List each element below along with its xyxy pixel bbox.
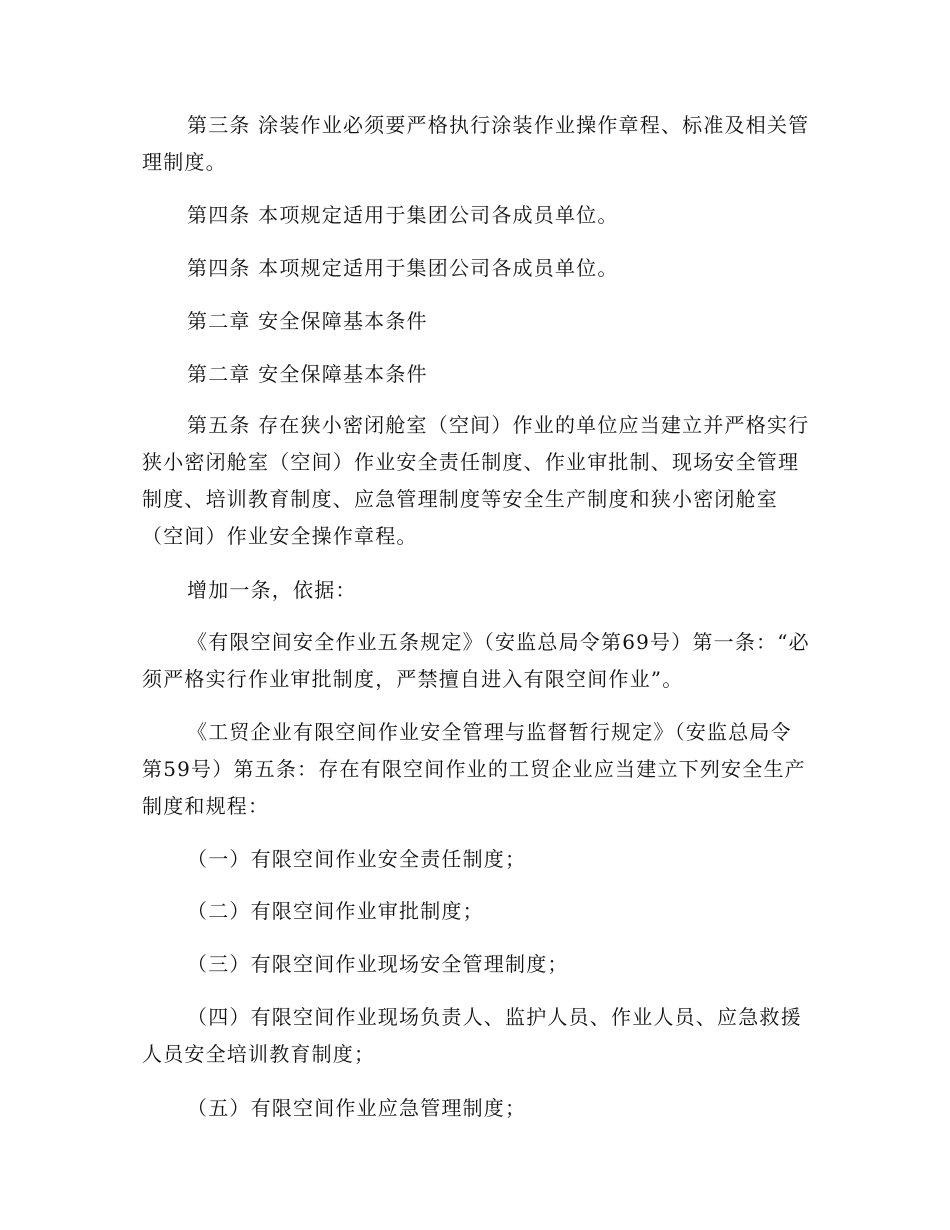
list-item-5: （五）有限空间作业应急管理制度； [187, 1096, 527, 1120]
chapter-2-heading: 第二章 安全保障基本条件 [187, 309, 428, 333]
article-4-duplicate-paragraph: 第四条 本项规定适用于集团公司各成员单位。 [187, 256, 619, 280]
article-3-paragraph: 第三条 涂装作业必须要严格执行涂装作业操作章程、标准及相关管理制度。 [142, 113, 810, 174]
list-item-2: （二）有限空间作业审批制度； [187, 899, 484, 923]
list-item-4: （四）有限空间作业现场负责人、监护人员、作业人员、应急救援人员安全培训教育制度； [142, 1005, 802, 1066]
reference-order-69-paragraph: 《有限空间安全作业五条规定》（安监总局令第69号）第一条：“必须严格实行作业审批制度，严禁擅自进入有限空间作业”。 [142, 630, 810, 691]
list-item-1: （一）有限空间作业安全责任制度； [187, 847, 527, 871]
reference-order-59-paragraph: 《工贸企业有限空间作业安全管理与监督暂行规定》（安监总局令第59号）第五条：存在有限空间作业的工贸企业应当建立下列安全生产制度和规程： [142, 720, 806, 818]
chapter-2-duplicate-heading: 第二章 安全保障基本条件 [187, 362, 428, 386]
add-clause-paragraph: 增加一条，依据： [187, 578, 357, 602]
list-item-3: （三）有限空间作业现场安全管理制度； [187, 952, 569, 976]
article-4-paragraph: 第四条 本项规定适用于集团公司各成员单位。 [187, 203, 619, 227]
article-5-paragraph: 第五条 存在狭小密闭舱室（空间）作业的单位应当建立并严格实行狭小密闭舱室（空间）作业安全责任制度、作业审批制、现场安全管理制度、培训教育制度、应急管理制度等安全生产制度和狭小密闭舱室（空间）作业安全操作章程。 [142, 413, 810, 548]
